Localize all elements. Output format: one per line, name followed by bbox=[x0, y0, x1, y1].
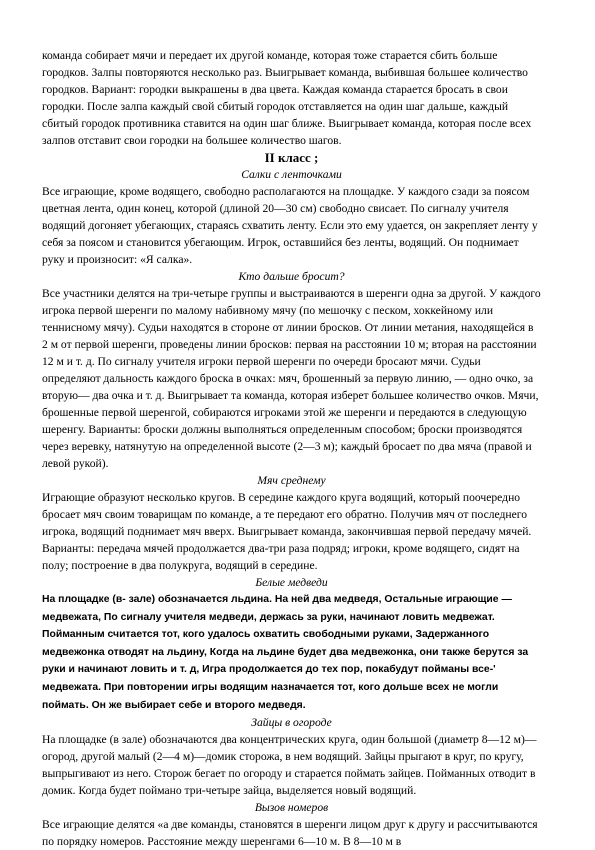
game-title-salki: Салки с ленточками bbox=[241, 168, 342, 181]
game-text-salki: Все играющие, кроме водящего, свободно располагаются на площадке. У каждого сзади за поясом цветная лента, один конец, которой (длиной 20—30 см) свободно свисает. По сигналу учителя водящий догоняет убегающих, стараясь схватить ленту. Если это ему удается, он закрепляет ленту у себя за поясом и становится убегающим. Игрок, оставшийся без ленты, водящий. Он поднимает руку и произносит: «Я салка». bbox=[42, 185, 538, 266]
game-variants-myach-srednemu: Варианты: передача мячей продолжается два-три раза подряд; игроки, кроме водящего, сидят на полу; построение в два полукруга, водящий в середине. bbox=[42, 542, 520, 572]
intro-paragraph: команда собирает мячи и передает их другой команде, которая тоже старается сбить больше городков. Залпы повторяются несколько раз. Выигрывает команда, выбившая большее количество городков. Вариант: городки выкрашены в два цвета. Каждая команда старается бросать в свои городки. После залпа каждый свой сбитый городок отставляется на один шаг дальше, каждый сбитый городок противника ставится на один шаг ближе. Выигрывает команда, которая после всех залпов отставит свои городки на большее количество шагов. bbox=[42, 49, 532, 147]
game-text-belye-medvedi: На площадке (в- зале) обозначается льдина. На ней два медведя, Остальные играющие — медвежата, По сигналу учителя медведи, держась за руки, начинают ловить медвежат. Пойманным считается тот, кого удалось охватить свободными руками, Задержанного медвежонка отводят на льдину, Когда на льдине будет два медвежонка, они также берутся за руки и начинают ловить и т. д, Игра продолжается до тех пор, покабудут пойманы все-' медвежата. При повторении игры водящим назначается тот, кого дольше всех не могли поймать. Он же выбирает себе и второго медведя. bbox=[42, 594, 529, 711]
game-title-myach-srednemu: Мяч среднему bbox=[257, 474, 326, 487]
game-text-zaitsy: На площадке (в зале) обозначаются два концентрических круга, один большой (диаметр 8—12 м)—огород, другой малый (2—4 м)—домик сторожа, в нем водящий. Зайцы прыгают в круг, по кругу, выпрыгивают из него. Сторож бегает по огороду и старается поймать зайцев. Пойманных отводит в домик. Когда будет поймано три-четыре зайца, выделяется новый водящий. bbox=[42, 733, 537, 798]
game-title-vyzov-nomerov: Вызов номеров bbox=[254, 801, 329, 815]
game-title-kto-dalshe: Кто дальше бросит? bbox=[238, 270, 345, 283]
game-title-zaitsy: Зайцы в огороде bbox=[251, 716, 332, 730]
game-text-vyzov-nomerov: Все играющие делятся «а две команды, становятся в шеренги лицом друг к другу и рассчитываются по порядку номеров. Расстояние между шеренгами 6—10 м. В 8—10 м в bbox=[42, 818, 538, 849]
game-text-kto-dalshe: Все участники делятся на три-четыре группы и выстраиваются в шеренги одна за другой. У каждого игрока первой шеренги по малому набивному мячу (по мешочку с песком, хоккейному или теннисному мячу). Судьи находятся в стороне от линии бросков. От линии метания, находящейся в 2 м от первой шеренги, проведены линии бросков: первая на расстоянии 10 м; вторая на расстоянии 12 м и т. д. По сигналу учителя игроки первой шеренги по очереди бросают мячи. Судьи определяют дальность каждого броска в очках: мяч, брошенный за первую линию, — одно очко, за вторую— два очка и т. д. Выигрывает та команда, которая изберет большее количество очков. Мячи, брошенные первой шеренгой, собираются игроками этой же шеренги и передаются в следующую шеренгу. Варианты: броски должны выполняться определенным способом; броски производятся через веревку, натянутую на определенной высоте (2—3 м); каждый бросает по два мяча (правой и левой рукой). bbox=[42, 287, 541, 470]
game-text-myach-srednemu: Играющие образуют несколько кругов. В середине каждого круга водящий, который поочередно бросает мяч своим товарищам по команде, а те передают его обратно. Получив мяч от последнего игрока, водящий поднимает мяч вверх. Выигрывает команда, закончившая первой передачу мячей. bbox=[42, 491, 532, 538]
game-title-belye-medvedi: Белые медведи bbox=[255, 576, 328, 589]
section-heading: II класс ; bbox=[264, 150, 319, 165]
